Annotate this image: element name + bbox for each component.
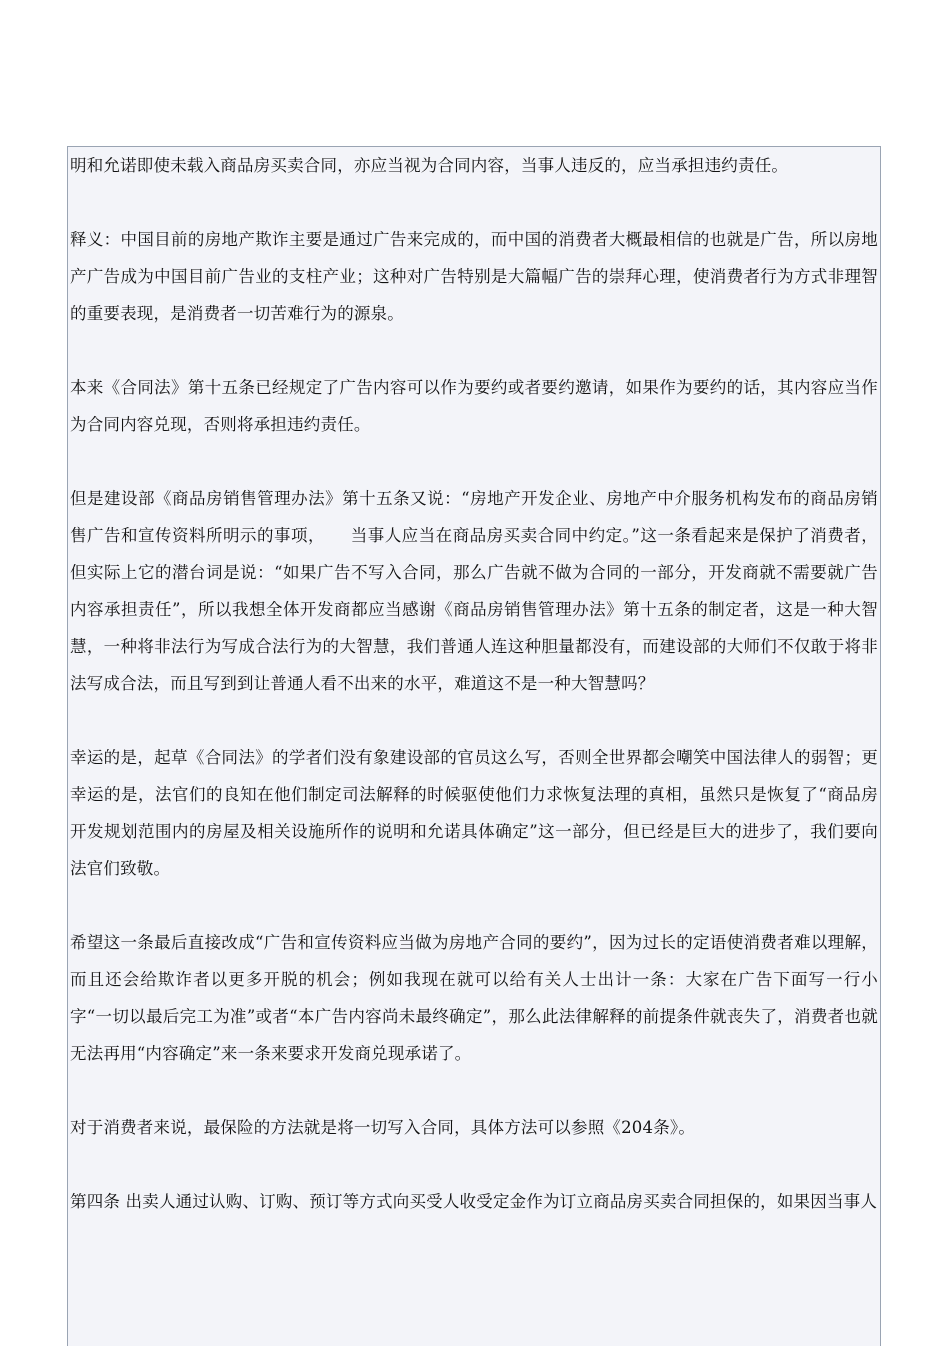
paragraph-gap (68, 702, 880, 739)
paragraph-gap (68, 332, 880, 369)
paragraph: 幸运的是，起草《合同法》的学者们没有象建设部的官员这么写，否则全世界都会嘲笑中国法律人的弱智；更幸运的是，法官们的良知在他们制定司法解释的时候驱使他们力求恢复法理的真相，虽然只是恢复了“商品房开发规划范围内的房屋及相关设施所作的说明和允诺具体确定”这一部分，但已经是巨大的进步了，我们要向法官们致敬。 (70, 748, 878, 878)
paragraph-gap (68, 1072, 880, 1109)
paragraph-gap (68, 184, 880, 221)
paragraph: 本来《合同法》第十五条已经规定了广告内容可以作为要约或者要约邀请，如果作为要约的话，其内容应当作为合同内容兑现，否则将承担违约责任。 (70, 378, 878, 434)
document-frame (67, 146, 881, 1346)
document-body (68, 147, 880, 1220)
paragraph: 但是建设部《商品房销售管理办法》第十五条又说：“房地产开发企业、房地产中介服务机构发布的商品房销售广告和宣传资料所明示的事项， 当事人应当在商品房买卖合同中约定。”这一条看起来是保护了消费者，但实际上它的潜台词是说：“如果广告不写入合同，那么广告就不做为合同的一部分，开发商就不需要就广告内容承担责任”，所以我想全体开发商都应当感谢《商品房销售管理办法》第十五条的制定者，这是一种大智慧，一种将非法行为写成合法行为的大智慧，我们普通人连这种胆量都没有，而建设部的大师们不仅敢于将非法写成合法，而且写到到让普通人看不出来的水平，难道这不是一种大智慧吗？ (70, 489, 878, 693)
paragraph: 释义：中国目前的房地产欺诈主要是通过广告来完成的，而中国的消费者大概最相信的也就是广告，所以房地产广告成为中国目前广告业的支柱产业；这种对广告特别是大篇幅广告的崇拜心理，使消费者行为方式非理智的重要表现，是消费者一切苦难行为的源泉。 (70, 230, 878, 323)
paragraph: 对于消费者来说，最保险的方法就是将一切写入合同，具体方法可以参照《204条》。 (70, 1118, 696, 1137)
paragraph-gap (68, 887, 880, 924)
paragraph-gap (68, 443, 880, 480)
paragraph: 明和允诺即使未载入商品房买卖合同，亦应当视为合同内容，当事人违反的，应当承担违约责任。 (70, 156, 789, 175)
paragraph: 第四条 出卖人通过认购、订购、预订等方式向买受人收受定金作为订立商品房买卖合同担保的，如果因当事人 (70, 1192, 878, 1211)
paragraph-gap (68, 1146, 880, 1183)
paragraph: 希望这一条最后直接改成“广告和宣传资料应当做为房地产合同的要约”，因为过长的定语使消费者难以理解，而且还会给欺诈者以更多开脱的机会；例如我现在就可以给有关人士出计一条：大家在广告下面写一行小字“一切以最后完工为准”或者“本广告内容尚未最终确定”，那么此法律解释的前提条件就丧失了，消费者也就无法再用“内容确定”来一条来要求开发商兑现承诺了。 (70, 933, 878, 1063)
